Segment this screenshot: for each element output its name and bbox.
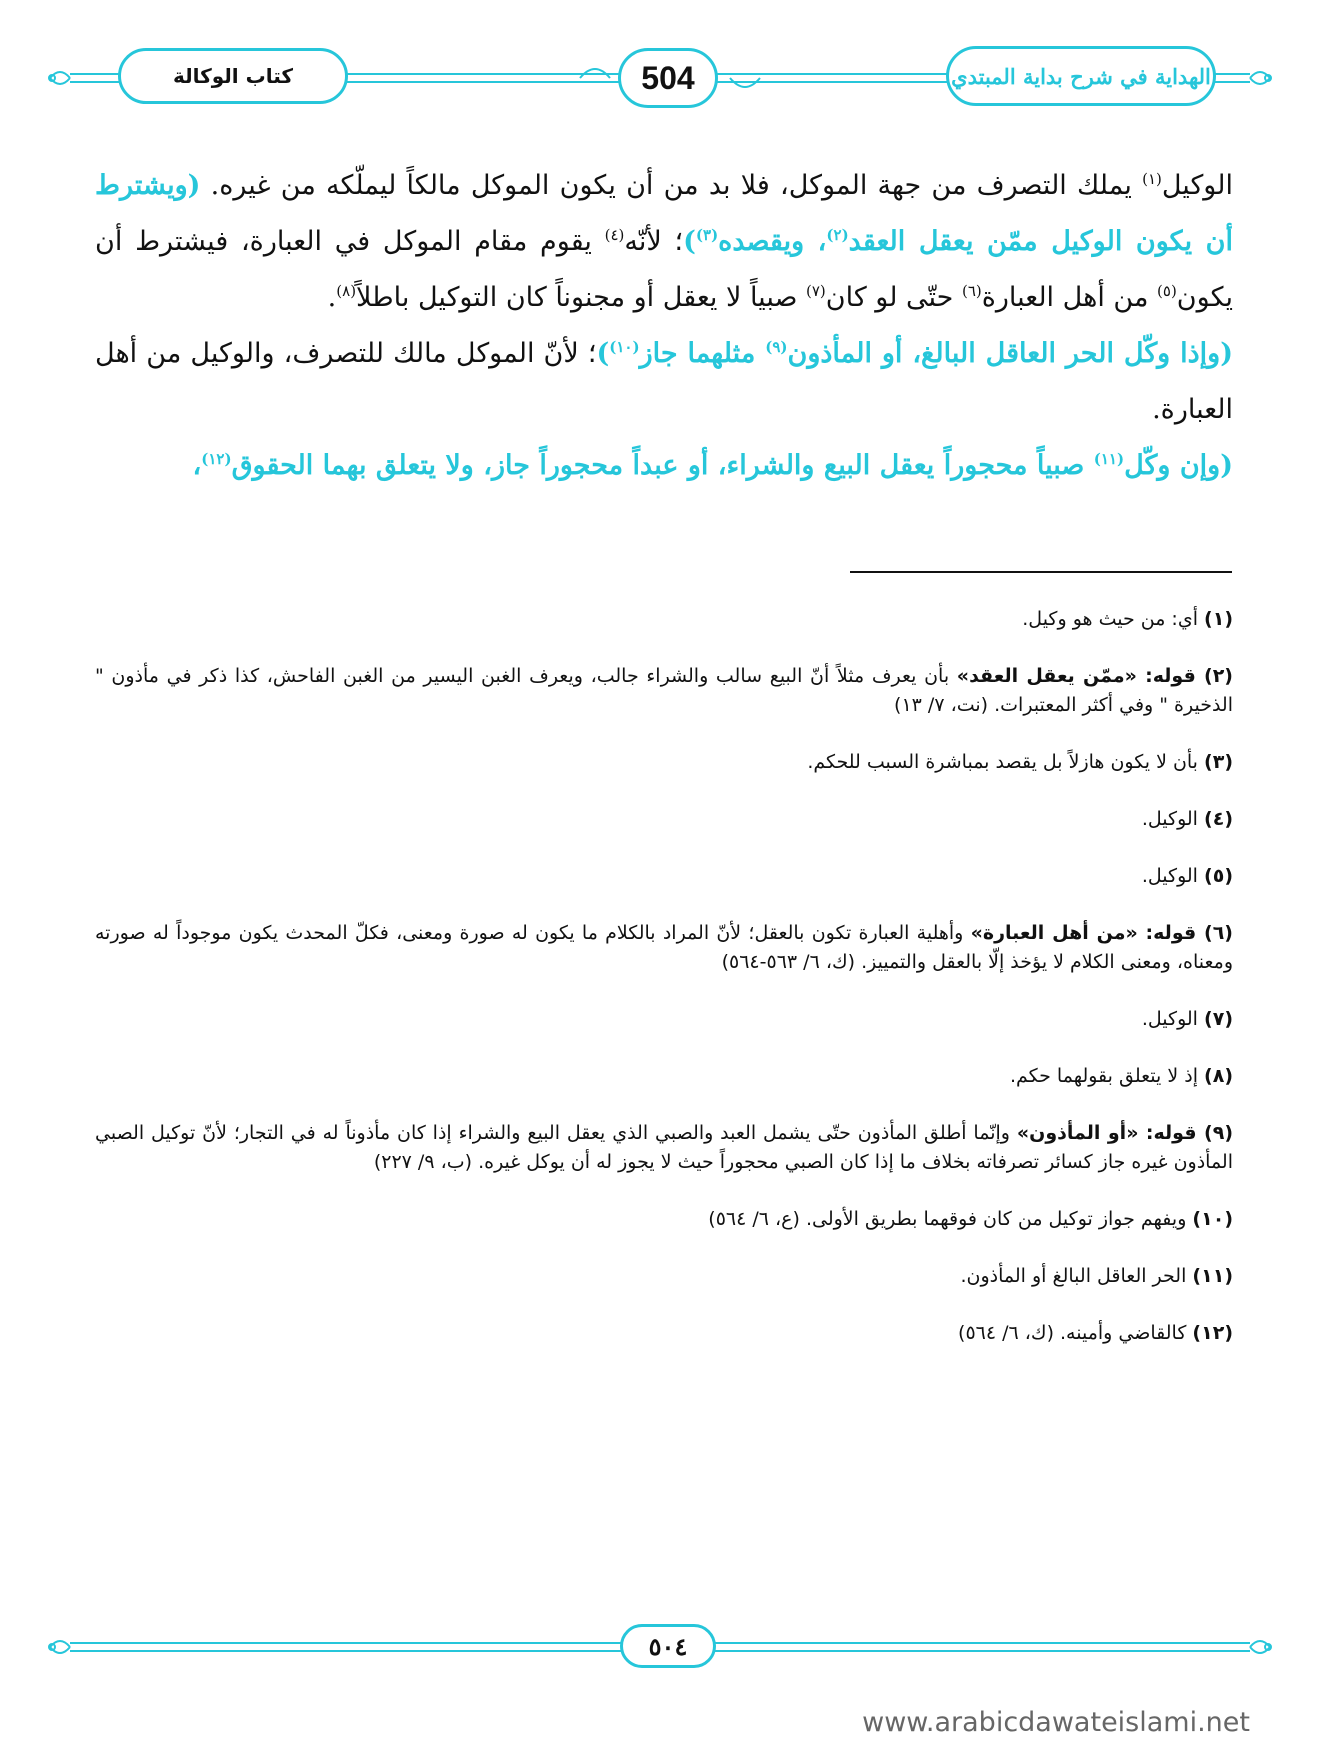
footnote-ref: (١) xyxy=(1142,170,1162,188)
footnote-8: (٨) إذ لا يتعلق بقولهما حكم. xyxy=(1009,1065,1233,1087)
main-paragraph: الوكيل$^{(١)}$ يملك التصرف من جهة الموكل، فلا بد من أن يكون الموكل مالكاً ليملّكه من غيره. (ويشترط أن يكون الوكيل ممّن يعقل العقد$^{(٢)}$، ويقصده$^{(٣)}$)؛ لأنّه$^{(٤)}$ يقوم مقام الموكل في العبارة، فيشترط أن يكون$^{(٥)}$ من أهل العبارة$^{(٦)}$ حتّى لو كان$^{(٧)}$ صبياً لا يعقل أو مجنوناً كان التوكيل باطلاً$^{(٨)}$. xyxy=(95,170,1233,313)
footnote-4: (٤) الوكيل. xyxy=(1141,808,1233,830)
footer-page-number: ٥٠٤ xyxy=(620,1624,716,1668)
footnote-1: (١) أي: من حيث هو وكيل. xyxy=(1022,608,1233,630)
footnote-ref: (٨) xyxy=(336,282,357,300)
page-number: 504 xyxy=(618,48,718,108)
chapter-title: كتاب الوكالة xyxy=(118,48,348,104)
footnote-ref: (٦) xyxy=(961,282,982,300)
footnote-7: (٧) الوكيل. xyxy=(1141,1008,1233,1030)
footnote-ref: (١١) xyxy=(1093,450,1125,468)
page-footer xyxy=(0,1618,1319,1678)
matn-text: (وإن وكّل xyxy=(1124,450,1233,481)
page-header xyxy=(0,40,1319,120)
footnotes xyxy=(95,605,1233,1376)
footnote-ref: (٢) xyxy=(826,226,849,244)
footnote-ref: (٥) xyxy=(1157,282,1177,300)
matn-text: (ويشترط أن يكون الوكيل ممّن يعقل العقد xyxy=(95,170,1233,257)
website-watermark: www.arabicdawateislami.net xyxy=(862,1707,1250,1738)
footnote-9: (٩) قوله: «أو المأذون» وإنّما أطلق المأذون حتّى يشمل العبد والصبي الذي يعقل البيع والشراء إذا كان مأذوناً له في التجار؛ لأنّ توكيل الصبي المأذون غيره جاز كسائر تصرفاته بخلاف ما إذا كان الصبي محجوراً حيث لا يجوز له أن يوكل غيره. (ب، ٩/ ٢٢٧) xyxy=(95,1122,1233,1173)
footnote-separator xyxy=(850,571,1232,573)
book-title-logo: الهداية في شرح بداية المبتدي xyxy=(946,46,1216,106)
footnote-ref: (٤) xyxy=(604,226,625,244)
footnote-ref: (٧) xyxy=(806,282,826,300)
footnote-ref: (١٠) xyxy=(609,338,640,356)
main-text xyxy=(95,158,1233,494)
footnote-6: (٦) قوله: «من أهل العبارة» وأهلية العبارة تكون بالعقل؛ لأنّ المراد بالكلام ما يكون له صورة ومعنى، فكلّ المحدث يكون موجوداً له صورته ومعناه، ومعنى الكلام لا يؤخذ إلّا بالعقل والتمييز. (ك، ٦/ ٥٦٣-٥٦٤) xyxy=(95,922,1233,973)
main-paragraph: (وإذا وكّل الحر العاقل البالغ، أو المأذون$^{(٩)}$ مثلهما جاز$^{(١٠)}$)؛ لأنّ الموكل مالك للتصرف، والوكيل من أهل العبارة. xyxy=(95,338,1233,425)
footnote-ref: (٩) xyxy=(765,338,788,356)
footnote-ref: (٣) xyxy=(695,226,719,244)
main-paragraph: (وإن وكّل$^{(١١)}$ صبياً محجوراً يعقل البيع والشراء، أو عبداً محجوراً جاز، ولا يتعلق بهما الحقوق$^{(١٢)}$، xyxy=(192,450,1233,481)
footnote-2: (٢) قوله: «ممّن يعقل العقد» بأن يعرف مثلاً أنّ البيع سالب والشراء جالب، ويعرف الغبن اليسير من الغبن الفاحش، كذا ذكر في مأذون " الذخيرة " وفي أكثر المعتبرات. (نت، ٧/ ١٣) xyxy=(95,665,1233,716)
footnote-12: (١٢) كالقاضي وأمينه. (ك، ٦/ ٥٦٤) xyxy=(958,1322,1233,1344)
footnote-ref: (١٢) xyxy=(201,450,232,468)
matn-text: (وإذا وكّل الحر العاقل البالغ، أو المأذون xyxy=(787,338,1233,369)
footnote-5: (٥) الوكيل. xyxy=(1141,865,1233,887)
footnote-10: (١٠) ويفهم جواز توكيل من كان فوقهما بطريق الأولى. (ع، ٦/ ٥٦٤) xyxy=(708,1208,1233,1230)
footnote-11: (١١) الحر العاقل البالغ أو المأذون. xyxy=(960,1265,1233,1287)
footnote-3: (٣) بأن لا يكون هازلاً بل يقصد بمباشرة السبب للحكم. xyxy=(807,751,1233,773)
